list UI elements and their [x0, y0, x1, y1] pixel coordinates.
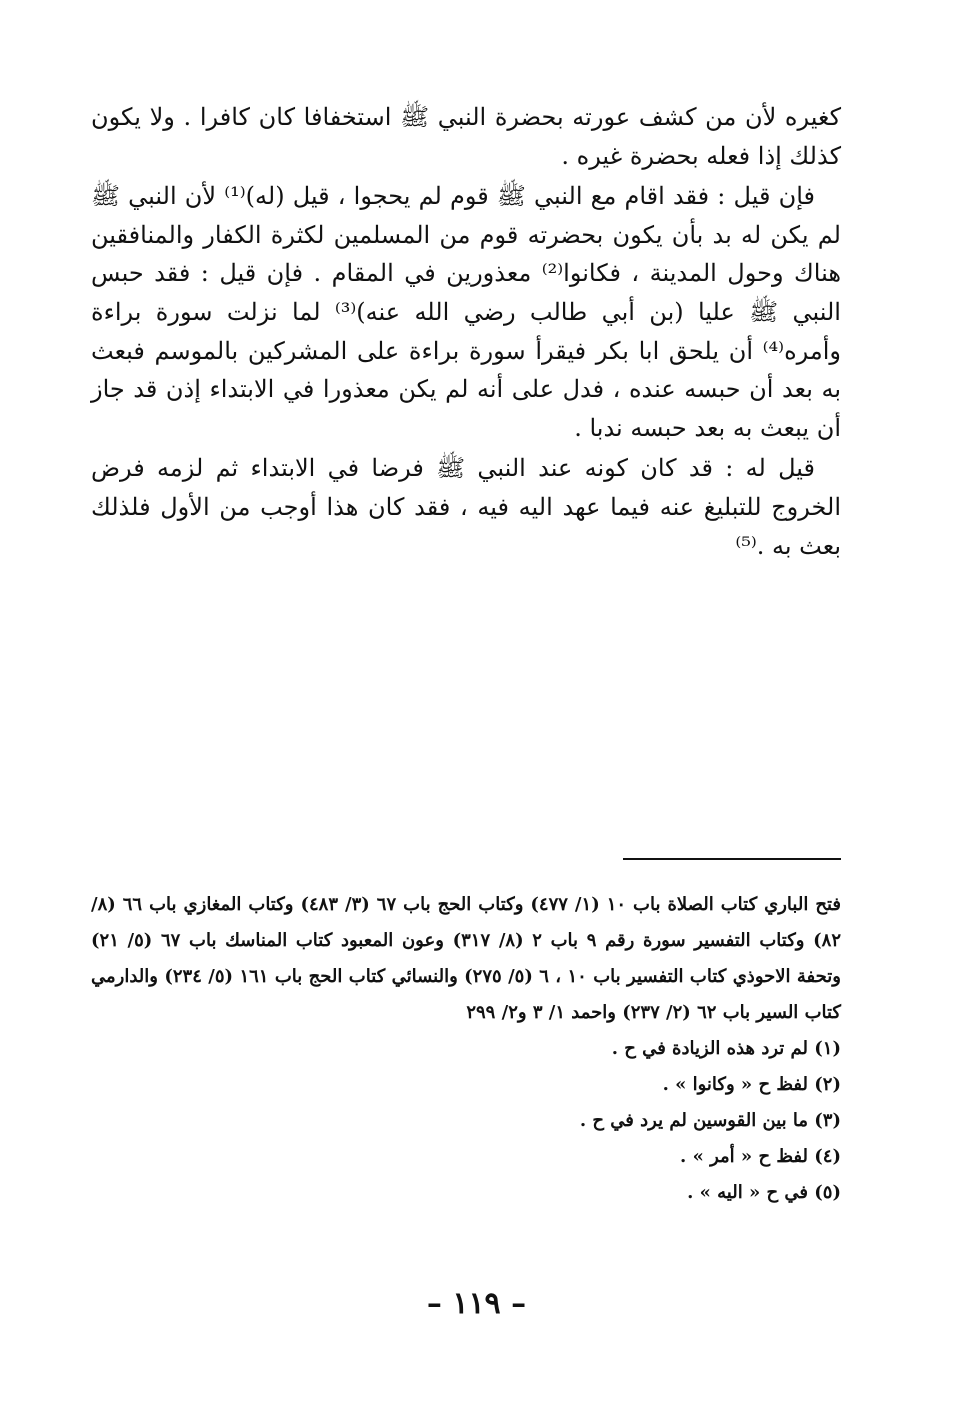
paragraph: قيل له : قد كان كونه عند النبي ﷺ فرضا في الابتداء ثم لزمه فرض الخروج للتبليغ عنه فيما عهد اليه فيه ، فقد كان هذا أوجب من الأول فلذلك بعث به .⁽⁵⁾	[91, 454, 841, 560]
footnote-item: (٣) ما بين القوسين لم يرد في ح .	[579, 1110, 841, 1131]
paragraph: كغيره لأن من كشف عورته بحضرة النبي ﷺ استخفافا كان كافرا . ولا يكون كذلك إذا فعله بحضرة غيره .	[91, 103, 841, 170]
page-number: – ١١٩ –	[426, 1286, 527, 1321]
footnote-divider	[623, 858, 841, 860]
footnote-item: (١) لم ترد هذه الزيادة في ح .	[611, 1038, 841, 1059]
footnote-item: (٢) لفظ ح « وكانوا » .	[662, 1074, 841, 1095]
footnote-source-reference: فتح الباري كتاب الصلاة باب ١٠ (١/ ٤٧٧) وكتاب الحج باب ٦٧ (٣/ ٤٨٣) وكتاب المغازي باب ٦٦ (٨/ ٨٢) وكتاب التفسير سورة رقم ٩ باب ٢ (٨/ ٣١٧) وعون المعبود كتاب المناسك باب ٦٧ (٥/ ٢١) وتحفة الاحوذي كتاب التفسير باب ١٠ ، ٦ (٥/ ٢٧٥) والنسائي كتاب الحج باب ١٦١ (٥/ ٢٣٤) والدارمي كتاب السير باب ٦٢ (٢/ ٢٣٧) واحمد ١/ ٣ و٢/ ٢٩٩	[91, 894, 841, 1023]
paragraph: فإن قيل : فقد اقام مع النبي ﷺ قوم لم يحجوا ، قيل (له)⁽¹⁾ لأن النبي ﷺ لم يكن له بد بأن يكون بحضرته قوم من المسلمين لكثرة الكفار والمنافقين هناك وحول المدينة ، فكانوا⁽²⁾ معذورين في المقام . فإن قيل : فقد حبس النبي ﷺ عليا (بن أبي طالب رضي الله عنه)⁽³⁾ لما نزلت سورة براءة وأمره⁽⁴⁾ أن يلحق ابا بكر فيقرأ سورة براءة على المشركين بالموسم فبعث به بعد أن حبسه عنده ، فدل على أنه لم يكن معذورا في الابتداء إذن قد جاز أن يبعث به بعد حبسه ندبا .	[91, 182, 842, 442]
main-text-body	[91, 98, 841, 567]
footnote-item: (٤) لفظ ح « أمر » .	[680, 1146, 841, 1167]
footnote-item: (٥) في ح « اليه » .	[687, 1182, 841, 1203]
footnotes-section	[91, 887, 841, 1211]
